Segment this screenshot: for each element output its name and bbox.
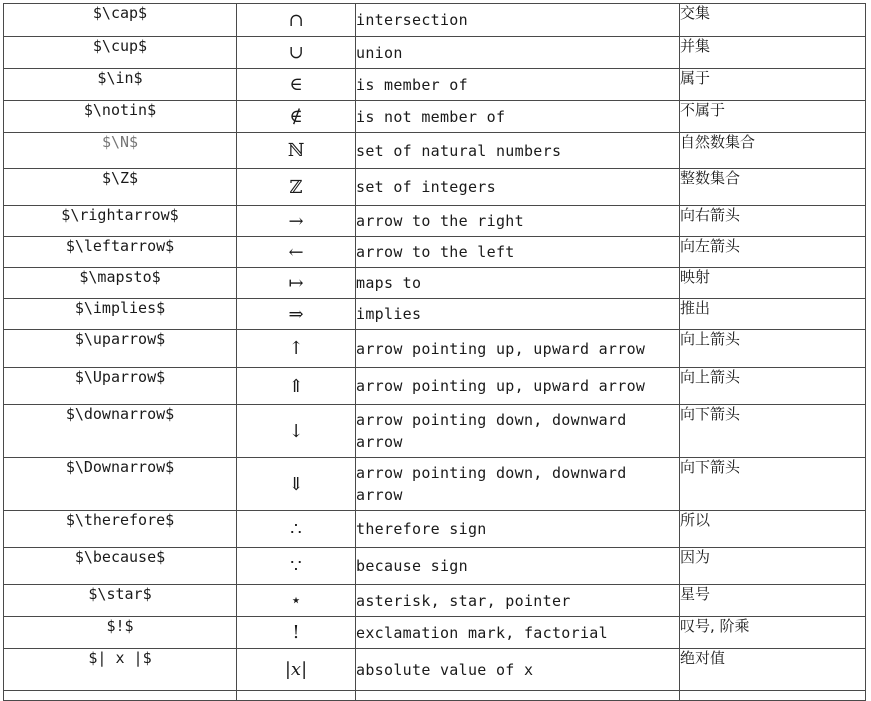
rendered-symbol-cell: ∴ [237,511,356,548]
chinese-name-cell: 向上箭头 [680,330,866,368]
description-cell: set of natural numbers [356,133,680,169]
latex-code-cell: $\in$ [4,69,237,101]
chinese-name-cell: 映射 [680,268,866,299]
description-cell: therefore sign [356,511,680,548]
latex-code-cell: $\leftarrow$ [4,237,237,268]
description-cell: union [356,37,680,69]
rendered-symbol-cell: ! [237,617,356,649]
table-row [4,69,866,101]
table-row [4,585,866,617]
chinese-name-cell: 向下箭头 [680,405,866,458]
chinese-name-cell: 星号 [680,585,866,617]
table-row [4,649,866,691]
table-row [4,4,866,37]
rendered-symbol-cell: ↑ [237,330,356,368]
chinese-name-cell: 所以 [680,511,866,548]
rendered-symbol-cell: ℕ [237,133,356,169]
description-cell: is member of [356,69,680,101]
rendered-symbol-cell: ⇒ [237,299,356,330]
table-row [4,299,866,330]
chinese-name-cell: 推出 [680,299,866,330]
latex-code-cell: $\Downarrow$ [4,458,237,511]
table-row [4,405,866,458]
chinese-name-cell: 叹号, 阶乘 [680,617,866,649]
latex-code-cell: $\downarrow$ [4,405,237,458]
table-row [4,330,866,368]
latex-code-cell: $\cap$ [4,4,237,37]
chinese-name-cell: 不属于 [680,101,866,133]
table-row [4,37,866,69]
description-cell: set of integers [356,169,680,206]
rendered-symbol-cell: ← [237,237,356,268]
latex-code-cell: $\mapsto$ [4,268,237,299]
latex-code-cell: $\N$ [4,133,237,169]
chinese-name-cell: 属于 [680,69,866,101]
chinese-name-cell: 向下箭头 [680,458,866,511]
latex-code-cell: $\because$ [4,548,237,585]
latex-code-cell: $!$ [4,617,237,649]
description-cell: intersection [356,4,680,37]
rendered-symbol-cell: → [237,206,356,237]
latex-code-cell: $\notin$ [4,101,237,133]
table-row [4,169,866,206]
latex-code-cell: $\Z$ [4,169,237,206]
latex-code-cell: $\cup$ [4,37,237,69]
table-row [4,206,866,237]
description-cell: implies [356,299,680,330]
table-row [4,237,866,268]
chinese-name-cell: 整数集合 [680,169,866,206]
rendered-symbol-cell: ∉ [237,101,356,133]
latex-code-cell: $| x |$ [4,649,237,691]
description-cell: arrow pointing down, downward arrow [356,405,680,458]
latex-code-cell: $\uparrow$ [4,330,237,368]
chinese-name-cell: 向右箭头 [680,206,866,237]
chinese-name-cell: 向左箭头 [680,237,866,268]
rendered-symbol-cell: ∩ [237,4,356,37]
rendered-symbol-cell: ↓ [237,405,356,458]
description-cell: is not member of [356,101,680,133]
latex-code-cell: $\rightarrow$ [4,206,237,237]
rendered-symbol-cell: ∈ [237,69,356,101]
description-cell: arrow pointing up, upward arrow [356,330,680,368]
rendered-symbol-cell: |x| [237,649,356,691]
chinese-name-cell: 交集 [680,4,866,37]
rendered-symbol-cell: ⇑ [237,368,356,405]
table-row [4,617,866,649]
table-row [4,511,866,548]
symbol-table [3,3,866,701]
chinese-name-cell: 自然数集合 [680,133,866,169]
rendered-symbol-cell: ∵ [237,548,356,585]
latex-code-cell: $\implies$ [4,299,237,330]
table-row-partial [4,691,866,701]
table-row [4,133,866,169]
rendered-symbol-cell: ℤ [237,169,356,206]
description-cell: maps to [356,268,680,299]
description-cell: exclamation mark, factorial [356,617,680,649]
rendered-symbol-cell: ⋆ [237,585,356,617]
description-cell: arrow to the right [356,206,680,237]
table-row [4,458,866,511]
rendered-symbol-cell: ∪ [237,37,356,69]
latex-code-cell: $\therefore$ [4,511,237,548]
chinese-name-cell: 并集 [680,37,866,69]
description-cell: absolute value of x [356,649,680,691]
latex-code-cell: $\star$ [4,585,237,617]
description-cell: arrow to the left [356,237,680,268]
table-row [4,101,866,133]
chinese-name-cell: 绝对值 [680,649,866,691]
description-cell: asterisk, star, pointer [356,585,680,617]
description-cell: arrow pointing up, upward arrow [356,368,680,405]
description-cell: because sign [356,548,680,585]
chinese-name-cell: 因为 [680,548,866,585]
rendered-symbol-cell: ↦ [237,268,356,299]
chinese-name-cell: 向上箭头 [680,368,866,405]
rendered-symbol-cell: ⇓ [237,458,356,511]
latex-code-cell: $\Uparrow$ [4,368,237,405]
description-cell: arrow pointing down, downward arrow [356,458,680,511]
table-row [4,268,866,299]
table-row [4,368,866,405]
table-row [4,548,866,585]
